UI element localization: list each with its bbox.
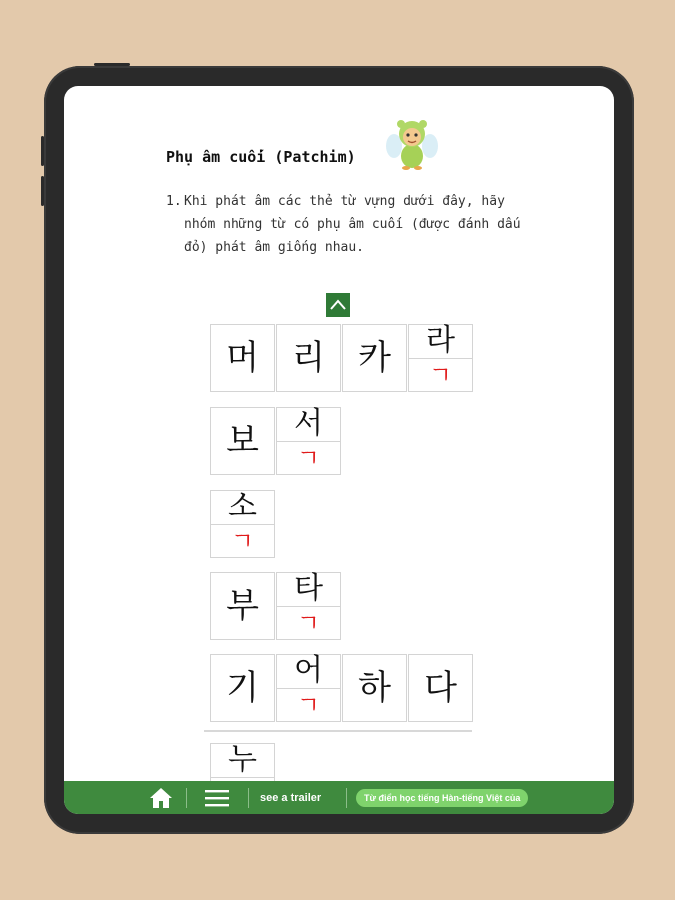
home-button[interactable] [148,781,174,814]
consonant-tag[interactable] [326,293,350,317]
syllable-card[interactable] [276,324,341,392]
syllable: 하 [358,668,391,708]
final-consonant: ㄱ [296,691,321,719]
patchim-card[interactable] [408,324,473,392]
tablet-frame [44,66,634,834]
syllable: 카 [358,338,391,378]
final-consonant: ㄱ [428,361,453,389]
syllable-card[interactable] [408,654,473,722]
dictionary-button[interactable] [356,781,528,814]
see-trailer-button[interactable] [260,781,321,814]
syllable-card[interactable] [210,324,275,392]
toolbar-separator [186,788,187,808]
syllable-card[interactable] [210,407,275,475]
home-icon [148,786,174,810]
final-consonant: ㄱ [296,444,321,472]
volume-button [41,136,44,166]
syllable-card[interactable] [210,654,275,722]
syllable: 기 [226,668,259,708]
instruction-number: 1. [166,194,182,209]
syllable-onset: 라 [409,325,472,359]
siot-tag-icon [326,293,350,317]
syllable: 부 [226,586,259,626]
card-row [210,490,276,558]
syllable: 보 [226,421,259,461]
patchim-card[interactable] [276,407,341,475]
final-consonant: ㄱ [296,609,321,637]
syllable-card[interactable] [210,572,275,640]
syllable: 머 [226,338,259,378]
lesson-title: Phụ âm cuối (Patchim) [166,148,356,166]
syllable-card[interactable] [342,654,407,722]
syllable-onset: 소 [211,491,274,525]
card-row [210,572,342,640]
toolbar-separator [346,788,347,808]
toolbar-separator [248,788,249,808]
bottom-toolbar [64,781,614,814]
dictionary-label: Từ điển học tiếng Hàn-tiếng Việt của [356,789,528,807]
menu-button[interactable] [204,781,230,814]
syllable-onset: 타 [277,573,340,607]
syllable-card[interactable] [342,324,407,392]
syllable-onset: 누 [211,744,274,778]
power-button [94,63,130,66]
instruction-text [166,190,526,259]
see-trailer-label: see a trailer [260,791,322,804]
card-row [210,324,474,392]
patchim-card[interactable] [276,654,341,722]
section-divider [204,730,472,732]
card-row [210,407,342,475]
syllable-onset: 서 [277,408,340,442]
patchim-card[interactable] [210,490,275,558]
final-consonant: ㄱ [230,527,255,555]
syllable: 리 [292,338,325,378]
instruction-body: Khi phát âm các thẻ từ vựng dưới đây, hãy nhóm những từ có phụ âm cuối (được đánh dấu đỏ) phát âm giống nhau. [184,194,521,255]
card-row [210,654,474,722]
syllable-onset: 어 [277,655,340,689]
mascot-icon [386,116,438,170]
patchim-card[interactable] [276,572,341,640]
syllable: 다 [424,668,457,708]
volume-button [41,176,44,206]
hamburger-menu-icon [204,787,230,809]
app-screen [64,86,614,814]
